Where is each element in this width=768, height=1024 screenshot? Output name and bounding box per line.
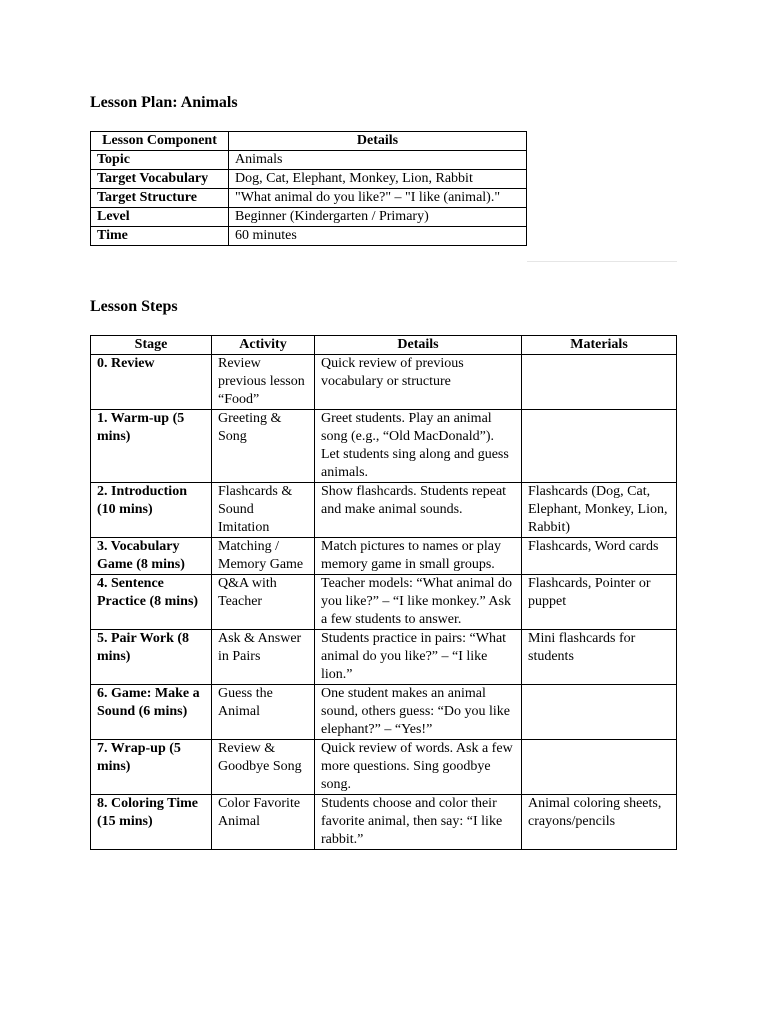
step-row (91, 630, 677, 685)
step-materials: Flashcards, Word cards (522, 538, 677, 575)
step-materials (522, 410, 677, 483)
step-activity: Review previous lesson “Food” (212, 355, 315, 410)
step-materials (522, 685, 677, 740)
step-details: Quick review of words. Ask a few more questions. Sing goodbye song. (315, 740, 522, 795)
step-row (91, 795, 677, 850)
step-row (91, 355, 677, 410)
overview-value: Beginner (Kindergarten / Primary) (229, 208, 527, 227)
overview-row (91, 151, 527, 170)
step-row (91, 483, 677, 538)
step-materials (522, 740, 677, 795)
step-details: Match pictures to names or play memory game in small groups. (315, 538, 522, 575)
overview-label: Time (91, 227, 229, 246)
step-activity: Review & Goodbye Song (212, 740, 315, 795)
step-stage: 7. Wrap-up (5 mins) (91, 740, 212, 795)
step-activity: Q&A with Teacher (212, 575, 315, 630)
steps-header-activity: Activity (212, 336, 315, 355)
divider-line (527, 261, 677, 262)
step-details: Students choose and color their favorite animal, then say: “I like rabbit.” (315, 795, 522, 850)
overview-label: Topic (91, 151, 229, 170)
step-materials: Flashcards (Dog, Cat, Elephant, Monkey, Lion, Rabbit) (522, 483, 677, 538)
step-row (91, 685, 677, 740)
step-stage: 3. Vocabulary Game (8 mins) (91, 538, 212, 575)
step-activity: Color Favorite Animal (212, 795, 315, 850)
overview-row (91, 208, 527, 227)
step-materials: Flashcards, Pointer or puppet (522, 575, 677, 630)
overview-row (91, 227, 527, 246)
step-stage: 6. Game: Make a Sound (6 mins) (91, 685, 212, 740)
step-details: Quick review of previous vocabulary or structure (315, 355, 522, 410)
overview-value: Animals (229, 151, 527, 170)
overview-label: Level (91, 208, 229, 227)
step-materials: Mini flashcards for students (522, 630, 677, 685)
step-row (91, 410, 677, 483)
step-details: Show flashcards. Students repeat and make animal sounds. (315, 483, 522, 538)
step-materials (522, 355, 677, 410)
overview-value: "What animal do you like?" – "I like (animal)." (229, 189, 527, 208)
overview-value: 60 minutes (229, 227, 527, 246)
overview-label: Target Structure (91, 189, 229, 208)
overview-header-row (91, 132, 527, 151)
step-stage: 2. Introduction (10 mins) (91, 483, 212, 538)
overview-label: Target Vocabulary (91, 170, 229, 189)
step-row (91, 538, 677, 575)
step-stage: 8. Coloring Time (15 mins) (91, 795, 212, 850)
overview-value: Dog, Cat, Elephant, Monkey, Lion, Rabbit (229, 170, 527, 189)
step-activity: Guess the Animal (212, 685, 315, 740)
step-stage: 4. Sentence Practice (8 mins) (91, 575, 212, 630)
overview-header-component: Lesson Component (91, 132, 229, 151)
step-activity: Flashcards & Sound Imitation (212, 483, 315, 538)
steps-header-row (91, 336, 677, 355)
step-stage: 5. Pair Work (8 mins) (91, 630, 212, 685)
step-details: Students practice in pairs: “What animal do you like?” – “I like lion.” (315, 630, 522, 685)
overview-header-details: Details (229, 132, 527, 151)
step-stage: 1. Warm-up (5 mins) (91, 410, 212, 483)
lesson-steps-heading: Lesson Steps (90, 298, 178, 315)
lesson-steps-table (90, 335, 677, 850)
step-activity: Ask & Answer in Pairs (212, 630, 315, 685)
step-details: Greet students. Play an animal song (e.g., “Old MacDonald”). Let students sing along and guess animals. (315, 410, 522, 483)
steps-header-stage: Stage (91, 336, 212, 355)
overview-row (91, 189, 527, 208)
document-title: Lesson Plan: Animals (90, 94, 238, 111)
step-materials: Animal coloring sheets, crayons/pencils (522, 795, 677, 850)
step-activity: Greeting & Song (212, 410, 315, 483)
step-row (91, 740, 677, 795)
overview-row (91, 170, 527, 189)
step-stage: 0. Review (91, 355, 212, 410)
step-row (91, 575, 677, 630)
steps-header-materials: Materials (522, 336, 677, 355)
step-details: Teacher models: “What animal do you like?” – “I like monkey.” Ask a few students to answer. (315, 575, 522, 630)
lesson-overview-table (90, 131, 527, 246)
steps-header-details: Details (315, 336, 522, 355)
step-activity: Matching / Memory Game (212, 538, 315, 575)
step-details: One student makes an animal sound, others guess: “Do you like elephant?” – “Yes!” (315, 685, 522, 740)
